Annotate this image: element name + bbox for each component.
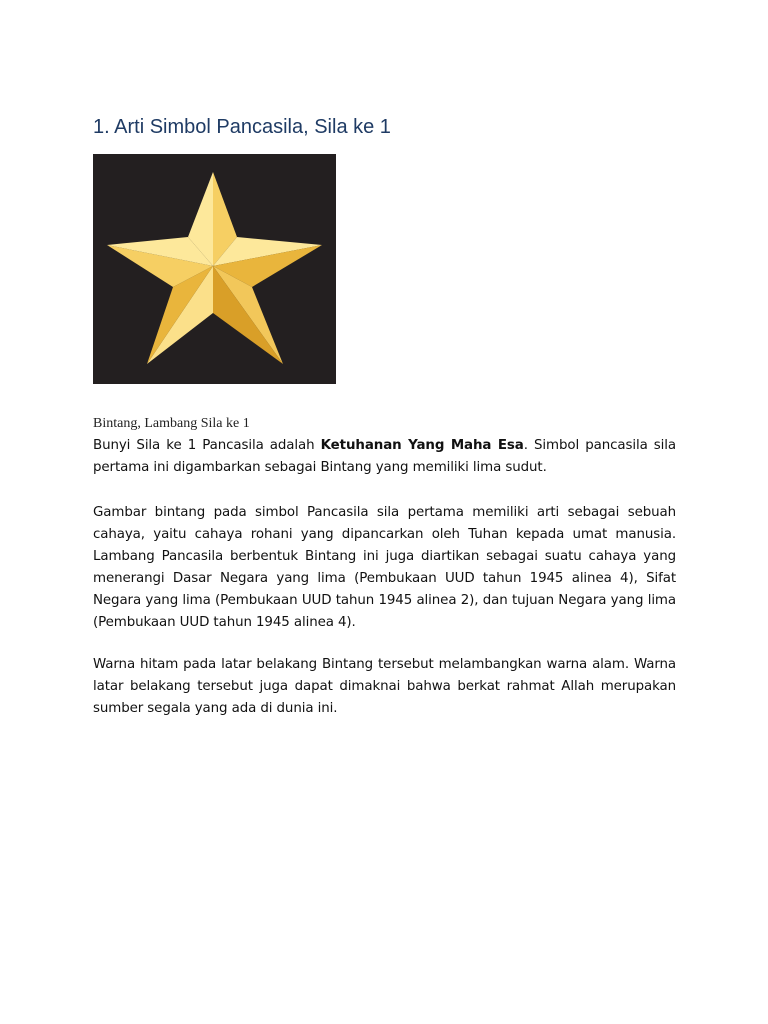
- star-image: [93, 154, 336, 384]
- paragraph-1: [93, 435, 676, 479]
- paragraph-3: Warna hitam pada latar belakang Bintang tersebut melambangkan warna alam. Warna latar belakang tersebut juga dapat dimaknai bahwa berkat rahmat Allah merupakan sumber segala yang ada di dunia ini.: [93, 657, 676, 716]
- sila-name: Ketuhanan Yang Maha Esa: [320, 438, 524, 453]
- paragraph-1-rest: . Simbol pancasila sila pertama ini digambarkan sebagai Bintang yang memiliki lima sudut.: [93, 438, 677, 475]
- image-caption: Bintang, Lambang Sila ke 1: [93, 416, 250, 431]
- paragraph-2: Gambar bintang pada simbol Pancasila sila pertama memiliki arti sebagai sebuah cahaya, yaitu cahaya rohani yang dipancarkan oleh Tuhan kepada umat manusia. Lambang Pancasila berbentuk Bintang ini juga diartikan sebagai suatu cahaya yang menerangi Dasar Negara yang lima (Pembukaan UUD tahun 1945 alinea 4), Sifat Negara yang lima (Pembukaan UUD tahun 1945 alinea 2), dan tujuan Negara yang lima (Pembukaan UUD tahun 1945 alinea 4).: [93, 505, 676, 630]
- paragraph-1-lead: Bunyi Sila ke 1 Pancasila adalah: [93, 438, 321, 453]
- gold-star-icon: [93, 154, 336, 384]
- section-heading: 1. Arti Simbol Pancasila, Sila ke 1: [93, 116, 391, 138]
